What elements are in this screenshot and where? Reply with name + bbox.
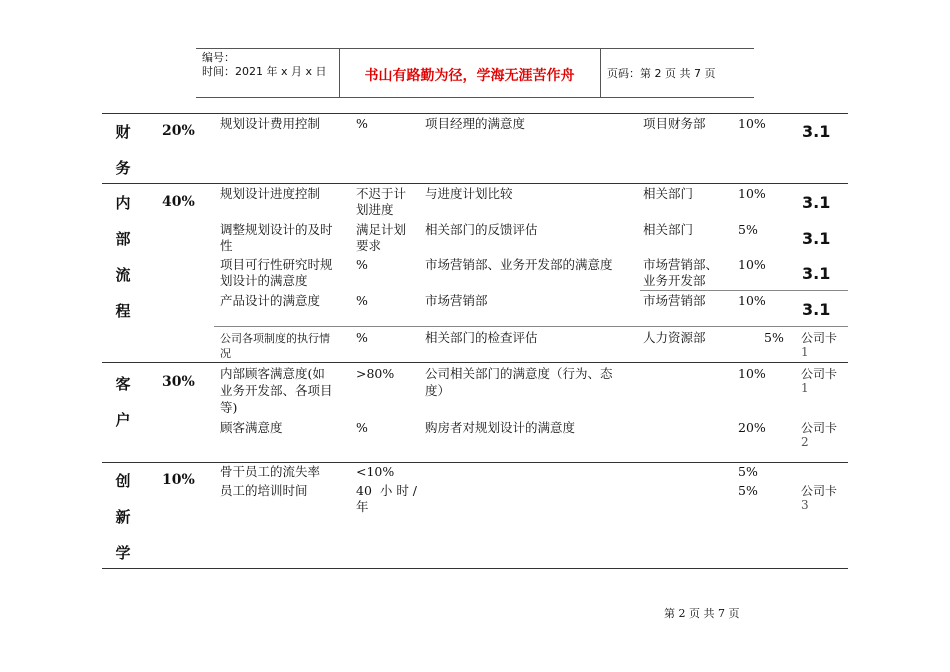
row-score: 3.1 [802, 122, 831, 141]
row-item: 产品设计的满意度 [220, 293, 321, 308]
table-top-border [102, 113, 848, 114]
row-method: 市场营销部 [425, 293, 488, 308]
row-item: 况 [220, 347, 231, 360]
row-item: 业务开发部、各项目 [220, 383, 333, 398]
row-score: 3.1 [802, 193, 831, 212]
row-note-line: 公司卡 [801, 331, 838, 345]
row-dept: 相关部门 [643, 186, 694, 201]
row-item: 性 [220, 238, 233, 253]
time-label: 时间：2021 年 x 月 x 日 [202, 65, 327, 78]
row-note [801, 367, 847, 395]
row-note [801, 421, 847, 449]
row-method: 与进度计划比较 [425, 186, 513, 201]
category-process-char: 流 [115, 266, 131, 284]
row-item: 规划设计费用控制 [220, 116, 321, 131]
row-item: 内部顾客满意度(如 [220, 366, 325, 381]
learning-weight: 10% [162, 472, 195, 488]
row-weight: 10% [738, 257, 766, 272]
row-weight: 5% [764, 330, 784, 345]
row-dept: 项目财务部 [643, 116, 706, 131]
row-unit: % [356, 293, 368, 308]
row-score: 3.1 [802, 229, 831, 248]
category-finance-char: 务 [115, 159, 131, 177]
row-dept: 相关部门 [643, 222, 694, 237]
row-note-line: 公司卡 [801, 484, 838, 498]
category-finance-char: 财 [115, 123, 131, 141]
row-item: 等) [220, 400, 238, 415]
row-method: 购房者对规划设计的满意度 [425, 420, 576, 435]
row-unit: 不迟于计 [356, 186, 407, 201]
row-method: 度） [425, 383, 451, 398]
row-item: 项目可行性研究时规 [220, 257, 333, 272]
row-unit: 40 小 时 / [356, 483, 418, 498]
row-note [801, 484, 847, 512]
category-process-char: 部 [115, 230, 131, 248]
customer-weight: 30% [162, 374, 195, 390]
row-weight: 10% [738, 366, 766, 381]
header-meta-cell [196, 49, 340, 97]
row-note-line: 1 [801, 345, 809, 359]
row-item: 骨干员工的流失率 [220, 464, 321, 479]
row-dept: 市场营销部、 [643, 257, 719, 272]
row-method: 相关部门的反馈评估 [425, 222, 538, 237]
category-learning-char: 学 [115, 544, 131, 562]
row-method: 相关部门的检查评估 [425, 330, 538, 345]
section-divider [102, 183, 848, 184]
section-divider [102, 362, 848, 363]
row-note-line: 公司卡 [801, 421, 838, 435]
row-unit: % [356, 330, 368, 345]
row-unit: <10% [356, 464, 395, 479]
row-weight: 5% [738, 222, 758, 237]
row-weight: 10% [738, 293, 766, 308]
row-note-line: 公司卡 [801, 367, 838, 381]
category-customer-char: 客 [115, 375, 131, 393]
page-label: 页码：第 2 页 共 7 页 [607, 67, 716, 80]
page-footer: 第 2 页 共 7 页 [664, 607, 740, 620]
row-unit: >80% [356, 366, 395, 381]
category-learning-char: 新 [115, 508, 131, 526]
row-weight: 5% [738, 483, 758, 498]
row-unit: % [356, 257, 368, 272]
row-dept: 人力资源部 [643, 330, 706, 345]
row-note-line: 3 [801, 498, 809, 512]
row-unit: % [356, 420, 368, 435]
header-motto-cell [339, 49, 601, 97]
row-method: 市场营销部、业务开发部的满意度 [425, 257, 613, 272]
row-item: 公司各项制度的执行情 [220, 332, 330, 345]
row-unit: 满足计划 [356, 222, 407, 237]
row-item: 规划设计进度控制 [220, 186, 321, 201]
row-item: 划设计的满意度 [220, 273, 308, 288]
row-unit: 要求 [356, 238, 382, 253]
category-learning-char: 创 [115, 472, 131, 490]
row-unit: 年 [356, 499, 369, 514]
category-process-char: 内 [115, 194, 131, 212]
row-note [801, 331, 847, 359]
row-weight: 10% [738, 116, 766, 131]
row-dept: 业务开发部 [643, 273, 706, 288]
row-unit: % [356, 116, 368, 131]
row-item: 顾客满意度 [220, 420, 283, 435]
row-weight: 10% [738, 186, 766, 201]
number-label: 编号： [202, 51, 235, 64]
row-score: 3.1 [802, 300, 831, 319]
category-customer-char: 户 [115, 411, 131, 429]
process-weight: 40% [162, 194, 195, 210]
row-weight: 5% [738, 464, 758, 479]
row-divider [640, 290, 848, 291]
row-dept: 市场营销部 [643, 293, 706, 308]
motto: 书山有路勤为径，学海无涯苦作舟 [364, 68, 575, 84]
section-divider [102, 462, 848, 463]
row-item: 员工的培训时间 [220, 483, 308, 498]
row-item: 调整规划设计的及时 [220, 222, 333, 237]
row-weight: 20% [738, 420, 766, 435]
table-bottom-border [102, 568, 848, 569]
header-page-cell [601, 49, 754, 97]
row-note-line: 1 [801, 381, 809, 395]
row-score: 3.1 [802, 264, 831, 283]
row-divider [214, 326, 848, 327]
page-header [196, 48, 754, 98]
row-method: 公司相关部门的满意度（行为、态 [425, 366, 613, 381]
category-process-char: 程 [115, 302, 131, 320]
row-unit: 划进度 [356, 202, 394, 217]
finance-weight: 20% [162, 123, 195, 139]
row-method: 项目经理的满意度 [425, 116, 526, 131]
row-note-line: 2 [801, 435, 809, 449]
